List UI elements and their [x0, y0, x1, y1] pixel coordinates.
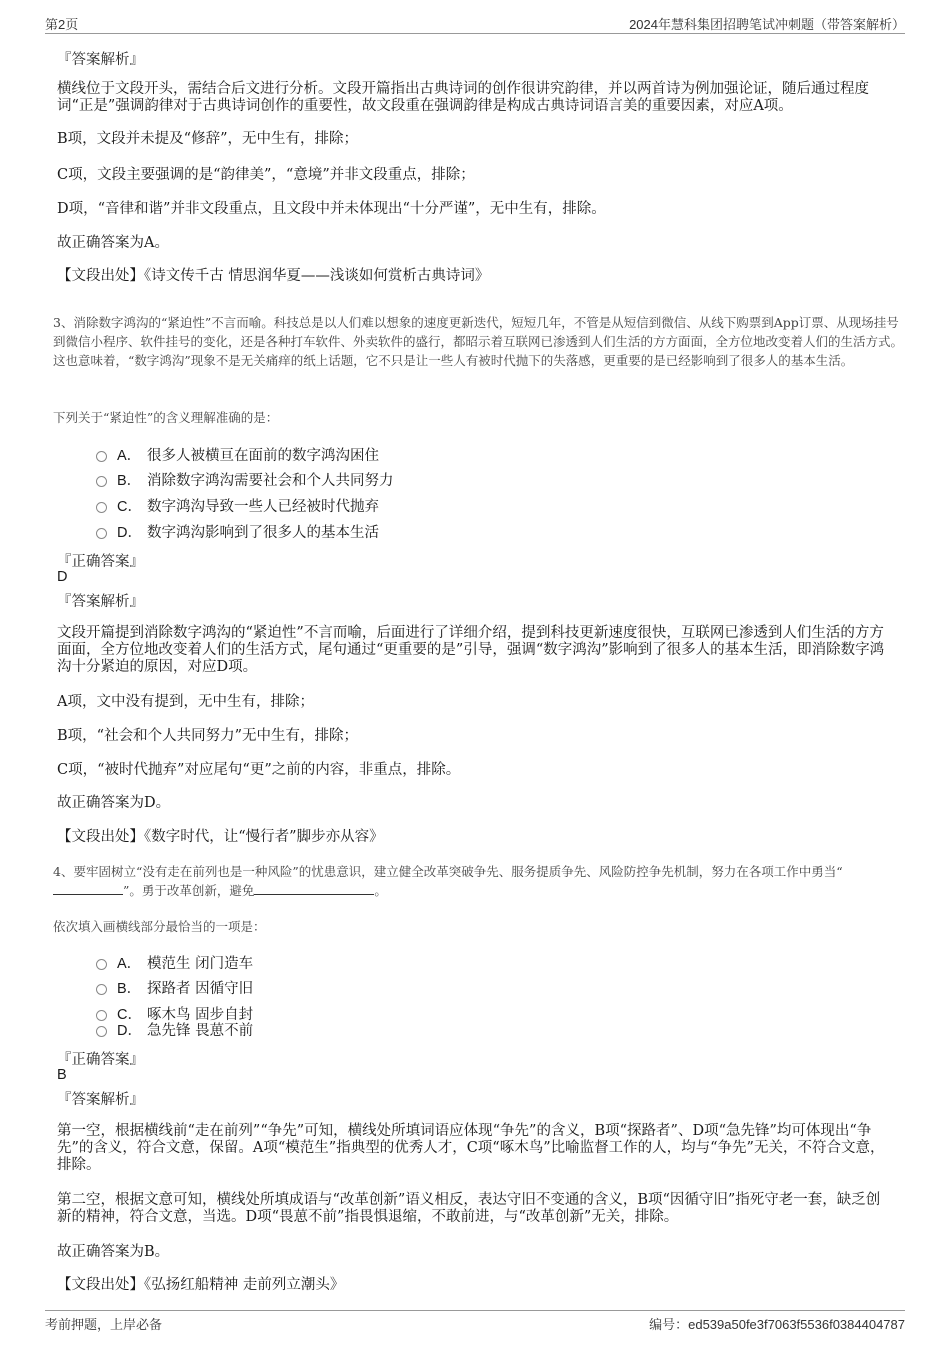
q3-option-c[interactable] [96, 495, 379, 516]
q3-source: 【文段出处】《数字时代，让“慢行者”脚步亦从容》 [57, 829, 384, 845]
document-id-label: 编号： [649, 1317, 689, 1332]
page-number: 第2页 [45, 17, 79, 32]
q4-stem-part-1: 4、要牢固树立“没有走在前列也是一种风险”的忧患意识，建立健全改革突破争先、服务提质争先、风险防控争先机制，努力在各项工作中勇当“ [53, 864, 843, 879]
q3-prompt: 下列关于“紧迫性”的含义理解准确的是： [53, 410, 279, 425]
q3-analysis-p3: B项，“社会和个人共同努力”无中生有，排除； [57, 728, 358, 744]
q4-answer-label: 『正确答案』 [57, 1052, 144, 1068]
q3-analysis-p4: C项，“被时代抛弃”对应尾句“更”之前的内容，非重点，排除。 [57, 762, 461, 778]
q2-conclusion: 故正确答案为A。 [57, 235, 169, 251]
document-id-value: ed539a50fe3f7063f5536f0384404787 [688, 1317, 905, 1332]
q4-option-a[interactable] [96, 952, 253, 973]
q4-stem-part-2: ”。勇于改革创新，避免 [123, 883, 255, 898]
option-text: 数字鸿沟影响到了很多人的基本生活 [147, 525, 379, 541]
q3-analysis-p2: A项，文中没有提到，无中生有，排除； [57, 694, 314, 710]
q2-analysis-p1: 横线位于文段开头，需结合后文进行分析。文段开篇指出古典诗词的创作很讲究韵律，并以两首诗为例加强论证，随后通过程度词“正是”强调韵律对于古典诗词创作的重要性，故文段重在强调韵律是构成古典诗词语言美的重要因素，对应A项。 [57, 81, 869, 114]
q4-conclusion: 故正确答案为B。 [57, 1244, 170, 1260]
radio-icon[interactable] [96, 451, 107, 462]
q3-analysis-p1: 文段开篇提到消除数字鸿沟的“紧迫性”不言而喻，后面进行了详细介绍，提到科技更新速度很快，互联网已渗透到人们生活的方方面面，全方位地改变着人们的生活方式，尾句通过“更重要的是”引导，强调“数字鸿沟”影响到了很多人的基本生活，即消除数字鸿沟十分紧迫的原因，对应D项。 [57, 625, 885, 675]
q4-answer: B [57, 1067, 67, 1083]
q4-stem-part-3: 。 [374, 883, 387, 898]
q4-stem [53, 862, 908, 900]
q4-prompt: 依次填入画横线部分最恰当的一项是： [53, 919, 266, 934]
q3-option-b[interactable] [96, 469, 394, 490]
option-letter: A． [117, 956, 142, 972]
q3-answer: D [57, 569, 68, 585]
q3-stem: 3、消除数字鸿沟的“紧迫性”不言而喻。科技总是以人们难以想象的速度更新迭代，短短几年，不管是从短信到微信、从线下购票到App订票、从现场挂号到微信小程序、软件挂号的变化，还是各种打车软件、外卖软件的盛行，都昭示着互联网已渗透到人们生活的方方面面，全方位地改变着人们的生活方式。这也意味着，“数字鸿沟”现象不是无关痛痒的纸上话题，它不只是让一些人有被时代抛下的失落感，更重要的是已经影响到了很多人的基本生活。 [53, 315, 904, 368]
footer-slogan: 考前押题，上岸必备 [45, 1317, 163, 1332]
radio-icon[interactable] [96, 984, 107, 995]
option-text: 探路者 因循守旧 [147, 981, 254, 997]
header-divider [45, 33, 905, 34]
option-text: 消除数字鸿沟需要社会和个人共同努力 [147, 473, 394, 489]
blank-1 [53, 882, 123, 895]
option-text: 很多人被横亘在面前的数字鸿沟困住 [147, 448, 379, 464]
q4-analysis-p2: 第二空，根据文意可知，横线处所填成语与“改革创新”语义相反，表达守旧不变通的含义，B项“因循守旧”指死守老一套，缺乏创新的精神，符合文意，当选。D项“畏葸不前”指畏惧退缩，不敢前进，与“改革创新”无关，排除。 [57, 1192, 881, 1225]
radio-icon[interactable] [96, 476, 107, 487]
q2-analysis-p2: B项，文段并未提及“修辞”，无中生有，排除； [57, 131, 358, 147]
option-letter: A． [117, 448, 142, 464]
option-letter: D． [117, 525, 142, 541]
q3-option-d[interactable] [96, 521, 379, 542]
option-letter: D． [117, 1023, 142, 1039]
option-letter: C． [117, 499, 142, 515]
q4-analysis-p1: 第一空，根据横线前“走在前列”“争先”可知，横线处所填词语应体现“争先”的含义，B项“探路者”、D项“急先锋”均可体现出“争先”的含义，符合文意，保留。A项“模范生”指典型的优秀人才，C项“啄木鸟”比喻监督工作的人，均与“争先”无关，不符合文意，排除。 [57, 1123, 885, 1173]
q3-analysis-label: 『答案解析』 [57, 594, 144, 610]
q4-option-d[interactable] [96, 1019, 253, 1040]
option-text: 模范生 闭门造车 [147, 956, 254, 972]
q4-source: 【文段出处】《弘扬红船精神 走前列立潮头》 [57, 1277, 345, 1293]
q4-option-b[interactable] [96, 977, 253, 998]
option-text: 急先锋 畏葸不前 [147, 1023, 254, 1039]
radio-icon[interactable] [96, 959, 107, 970]
radio-icon[interactable] [96, 1026, 107, 1037]
q2-analysis-p4: D项，“音律和谐”并非文段重点，且文段中并未体现出“十分严谨”，无中生有，排除。 [57, 201, 606, 217]
radio-icon[interactable] [96, 502, 107, 513]
q2-source: 【文段出处】《诗文传千古 情思润华夏——浅谈如何赏析古典诗词》 [57, 268, 490, 284]
document-title: 2024年慧科集团招聘笔试冲刺题（带答案解析） [629, 17, 905, 32]
option-letter: B． [117, 473, 142, 489]
q3-conclusion: 故正确答案为D。 [57, 795, 171, 811]
blank-2 [254, 882, 374, 895]
q4-analysis-label: 『答案解析』 [57, 1092, 144, 1108]
option-text: 啄木鸟 固步自封 [147, 1007, 254, 1023]
footer-divider [45, 1310, 905, 1311]
option-text: 数字鸿沟导致一些人已经被时代抛弃 [147, 499, 379, 515]
option-letter: B． [117, 981, 142, 997]
q2-analysis-p3: C项，文段主要强调的是“韵律美”，“意境”并非文段重点，排除； [57, 167, 475, 183]
option-letter: C． [117, 1007, 142, 1023]
q3-answer-label: 『正确答案』 [57, 554, 144, 570]
radio-icon[interactable] [96, 528, 107, 539]
footer-document-id [649, 1314, 905, 1333]
q2-analysis-label: 『答案解析』 [57, 52, 144, 68]
q3-option-a[interactable] [96, 444, 379, 465]
